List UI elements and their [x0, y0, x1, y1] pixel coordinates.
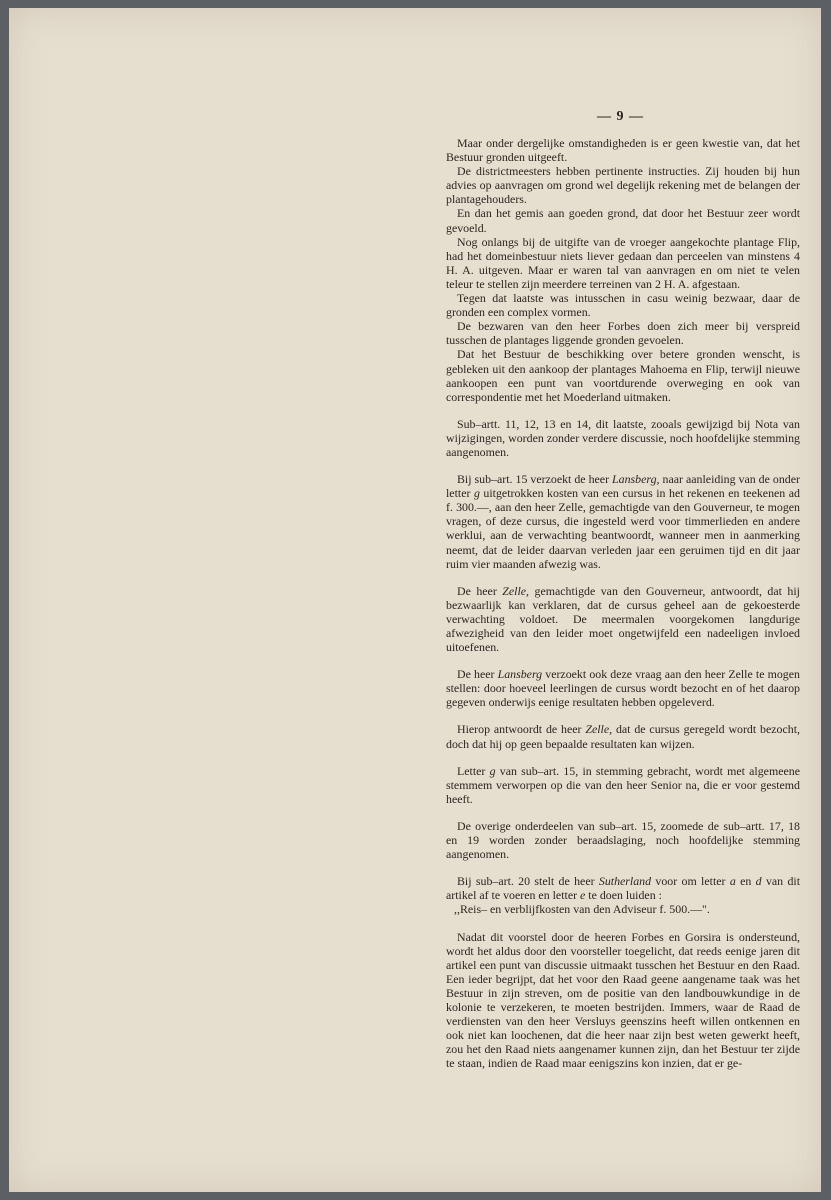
text-run: Tegen dat laatste was intusschen in casu weinig bezwaar, daar de gronden een complex vormen. — [446, 291, 800, 320]
text-run: van dit artikel af te voeren en letter — [446, 874, 801, 903]
page-number: — 9 — — [597, 109, 644, 124]
paragraph — [446, 472, 800, 571]
text-run: Sub–artt. 11, 12, 13 en 14, dit laatste, zooals gewijzigd bij Nota van wijzigingen, worden zonder verdere discussie, noch hoofdelijke stemming aangenomen. — [446, 416, 800, 459]
text-run: De overige onderdeelen van sub–art. 15, zoomede de sub–artt. 17, 18 en 19 worden zonder beraadslaging, noch hoofdelijke stemming aangenomen. — [446, 818, 800, 862]
italic-name: g — [473, 486, 480, 501]
paragraph — [446, 319, 800, 347]
text-run: Bij sub–art. 20 stelt de heer — [457, 874, 599, 889]
paragraph — [446, 764, 800, 806]
text-run: En dan het gemis aan goeden grond, dat door het Bestuur zeer wordt gevoeld. — [446, 206, 800, 235]
paragraph — [446, 206, 800, 234]
paragraph — [446, 667, 800, 709]
paragraph — [446, 235, 800, 291]
text-run: Letter — [457, 763, 490, 778]
italic-name: a — [729, 874, 736, 889]
text-run: en — [735, 874, 756, 889]
italic-name: Lansberg — [497, 667, 543, 682]
italic-name: e — [580, 888, 586, 903]
text-run: Hierop antwoordt de heer — [457, 722, 586, 737]
italic-name: Lansberg, — [612, 472, 660, 487]
paragraph — [446, 584, 800, 654]
text-run: Dat het Bestuur de beschikking over betere gronden wenscht, is gebleken uit den aankoop der plantages Mahoema en Flip, terwijl nieuwe aankoopen een punt van voortdurende overweging en ook van correspondentie met het Moederland uitmaken. — [446, 347, 800, 404]
document-page — [9, 8, 821, 1192]
italic-name: Zelle, — [585, 722, 613, 737]
text-run: Maar onder dergelijke omstandigheden is er geen kwestie van, dat het Bestuur gronden uitgeeft. — [446, 136, 800, 165]
paragraph — [446, 291, 800, 319]
text-run: gemachtigde van den Gouverneur, antwoordt, dat hij bezwaarlijk kan verklaren, dat de cursus geheel aan de gekoesterde verwachting voldoet. De meermalen voorgekomen langdurige afwezigheid van den leider moet ongetwijfeld een nadeeligen invloed uitoefenen. — [446, 583, 800, 655]
text-run: verzoekt ook deze vraag aan den heer Zelle te mogen stellen: door hoeveel leerlingen de cursus wordt bezocht en of het daarop gegeven onderwijs eenige resultaten hebben opgeleverd. — [446, 667, 800, 710]
text-run: voor om letter — [651, 874, 730, 889]
text-run: De districtmeesters hebben pertinente instructies. Zij houden bij hun advies op aanvragen om grond wel degelijk rekening met de belangen der plantagehouders. — [446, 164, 800, 207]
italic-name: g — [489, 763, 496, 778]
text-column — [446, 136, 800, 1070]
text-run: De heer — [457, 583, 503, 598]
text-run: van sub–art. 15, in stemming gebracht, wordt met algemeene stemmem verworpen op die van den heer Senior na, die er voor gestemd heeft. — [446, 763, 800, 806]
text-run: uitgetrokken kosten van een cursus in het rekenen en teekenen ad f. 300.—, aan den heer Zelle, gemachtigde van den Gouverneur, te mogen vragen, of deze cursus, die ingesteld werd voor timmerlieden en andere werklui, aan de verwachting beantwoordt, wanneer men in aanmerking neemt, dat de leider daarvan verleden jaar een geruimen tijd en dit jaar ruim vier maanden afwezig was. — [446, 486, 800, 571]
text-run: ,,Reis– en verblijfkosten van den Adviseur f. 500.—". — [454, 902, 710, 917]
text-run: Nadat dit voorstel door de heeren Forbes en Gorsira is ondersteund, wordt het aldus door den voorsteller toegelicht, dat reeds eenige jaren dit artikel een punt van discussie uitmaakt tusschen het Bestuur en den Raad. Een ieder begrijpt, dat het voor den Raad geene aangename taak was het Bestuur in zijn streven, om de positie van den landbouwkundige in de kolonie te verzekeren, te moeten bestrijden. Immers, waar de Raad de verdiensten van den heer Versluys geenszins heeft willen ontkennen en ook niet kan loochenen, dat die heer naar zijn best weten gewerkt heeft, zou het den Raad niets aangenamer kunnen zijn, dan het Bestuur ter zijde te staan, indien de Raad maar eenigszins kon inzien, dat er ge- — [446, 929, 800, 1071]
paragraph — [446, 819, 800, 861]
paragraph — [446, 164, 800, 206]
text-run: De bezwaren van den heer Forbes doen zich meer bij verspreid tusschen de plantages liggende gronden gevoelen. — [446, 319, 800, 348]
italic-name: d — [755, 874, 762, 889]
text-run: De heer — [457, 667, 498, 682]
text-run: te doen luiden : — [585, 888, 662, 903]
italic-name: Sutherland — [598, 874, 652, 889]
paragraph — [446, 902, 800, 916]
paragraph — [446, 136, 800, 164]
paragraph — [446, 347, 800, 403]
paragraph — [446, 417, 800, 459]
italic-name: Zelle, — [502, 583, 530, 598]
paragraph — [446, 722, 800, 750]
paragraph — [446, 874, 800, 902]
text-run: Bij sub–art. 15 verzoekt de heer — [457, 472, 613, 487]
text-run: Nog onlangs bij de uitgifte van de vroeger aangekochte plantage Flip, had het domeinbestuur niets liever gedaan dan perceelen van minstens 4 H. A. uitgeven. Maar er waren tal van aanvragen en om niet te velen teleur te stellen zijn meerdere terreinen van 2 H. A. afgestaan. — [446, 234, 800, 291]
paragraph — [446, 930, 800, 1071]
text-run: dat de cursus geregeld wordt bezocht, doch dat hij op geen bepaalde resultaten kan wijzen. — [446, 722, 800, 751]
text-run: naar aanleiding van de onder letter — [446, 472, 800, 501]
